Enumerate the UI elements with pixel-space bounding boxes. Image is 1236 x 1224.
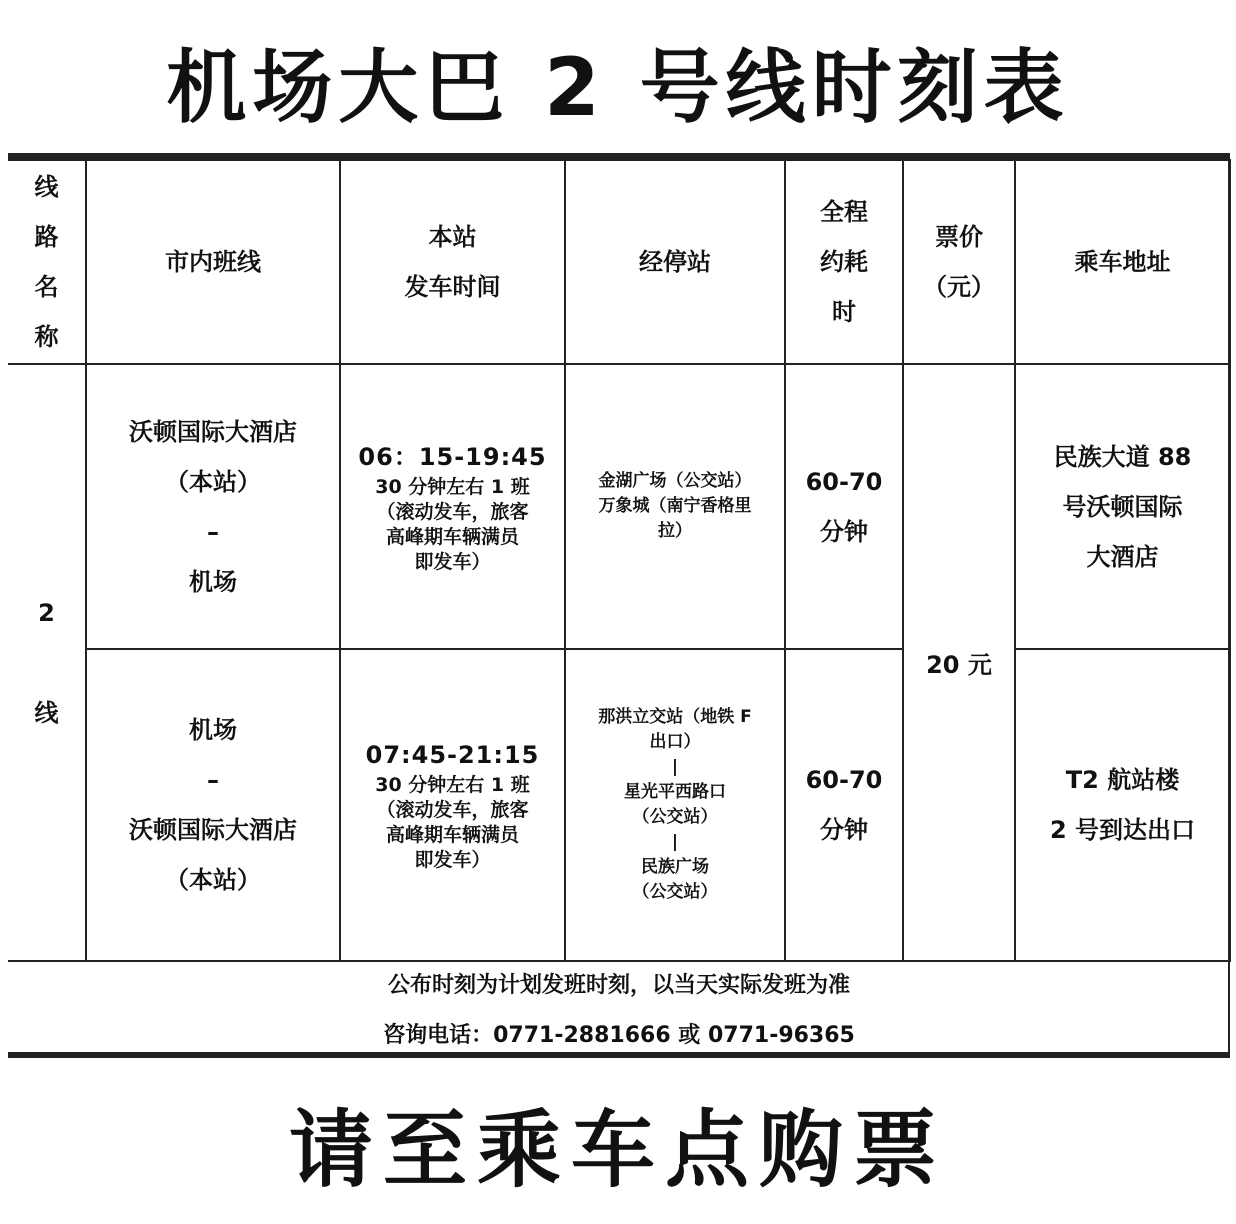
route-cell	[86, 364, 340, 649]
route-line: 机场	[189, 716, 237, 744]
header-duration	[785, 160, 903, 364]
time-note-line: （滚动发车，旅客	[376, 799, 529, 821]
header-price-line: （元）	[923, 273, 995, 301]
header-route-name-char: 线	[34, 173, 59, 201]
header-depart-line: 发车时间	[404, 273, 501, 301]
stop-line: （公交站）	[632, 882, 718, 902]
time-note-line: 30 分钟左右 1 班	[375, 475, 530, 498]
duration-line: 分钟	[820, 816, 868, 844]
price-cell: 20 元	[903, 364, 1015, 961]
route-line: 机场	[189, 567, 237, 596]
address-line: 民族大道 88	[1053, 442, 1192, 471]
duration-line: 分钟	[820, 517, 868, 546]
time-note-line: （滚动发车，旅客	[376, 500, 529, 523]
header-depart-time	[340, 160, 565, 364]
time-range: 06：15-19:45	[358, 442, 547, 471]
header-duration-line: 时	[832, 298, 856, 326]
time-note-line: 高峰期车辆满员	[385, 824, 519, 846]
header-depart-line: 本站	[428, 223, 477, 251]
stop-line: 那洪立交站（地铁 F	[598, 707, 752, 727]
address-line: 2 号到达出口	[1049, 816, 1196, 844]
stop-line: 星光平西路口	[624, 782, 726, 802]
stop-line: 拉）	[658, 521, 692, 541]
header-route-name	[8, 160, 86, 364]
table-row	[8, 649, 1230, 961]
contact-phone: 咨询电话：0771-2881666 或 0771-96365	[383, 1023, 855, 1048]
address-line: T2 航站楼	[1065, 766, 1180, 794]
header-route-name-char: 路	[34, 223, 59, 251]
stop-line: 民族广场	[641, 857, 709, 877]
stop-separator: |	[671, 832, 679, 852]
time-cell	[340, 364, 565, 649]
route-line: 沃顿国际大酒店	[129, 816, 297, 844]
duration-cell	[785, 649, 903, 961]
header-city-route: 市内班线	[86, 160, 340, 364]
address-cell	[1015, 364, 1230, 649]
route-cell	[86, 649, 340, 961]
time-note-line: 30 分钟左右 1 班	[375, 774, 530, 796]
line-label: 线	[34, 698, 59, 727]
address-line: 号沃顿国际	[1062, 492, 1183, 521]
header-boarding: 乘车地址	[1015, 160, 1230, 364]
time-note-line: 即发车）	[414, 550, 491, 573]
stop-line: 万象城（南宁香格里	[598, 496, 752, 516]
schedule-note: 公布时刻为计划发班时刻，以当天实际发班为准	[387, 973, 850, 998]
timetable	[8, 159, 1231, 962]
route-line: 沃顿国际大酒店	[129, 417, 297, 446]
route-line: –	[207, 766, 219, 794]
time-range: 07:45-21:15	[365, 741, 540, 769]
header-price-line: 票价	[935, 223, 983, 251]
duration-cell	[785, 364, 903, 649]
address-cell	[1015, 649, 1230, 961]
line-number: 2	[38, 598, 55, 627]
time-cell	[340, 649, 565, 961]
stops-cell	[565, 649, 785, 961]
table-header-row	[8, 160, 1230, 364]
route-line: （本站）	[165, 467, 261, 496]
route-line: –	[207, 517, 219, 546]
header-duration-line: 约耗	[820, 248, 868, 276]
ticket-notice: 请至乘车点购票	[288, 1101, 947, 1199]
duration-line: 60-70	[805, 766, 883, 794]
stop-line: 出口）	[649, 732, 701, 752]
header-duration-line: 全程	[820, 198, 868, 226]
header-route-name-char: 名	[34, 273, 59, 301]
time-note-line: 即发车）	[414, 849, 491, 871]
notes	[8, 958, 1230, 1058]
stop-line: 金湖广场（公交站）	[598, 471, 752, 491]
duration-line: 60-70	[805, 467, 883, 496]
table-row	[8, 364, 1230, 649]
page-title: 机场大巴 2 号线时刻表	[166, 41, 1070, 134]
time-note-line: 高峰期车辆满员	[385, 525, 519, 548]
line-cell	[8, 364, 86, 961]
stop-separator: |	[671, 757, 679, 777]
route-line: （本站）	[165, 866, 261, 894]
stops-cell	[565, 364, 785, 649]
header-price	[903, 160, 1015, 364]
stop-line: （公交站）	[632, 807, 718, 827]
header-stops: 经停站	[565, 160, 785, 364]
address-line: 大酒店	[1086, 542, 1159, 571]
header-route-name-char: 称	[34, 323, 59, 351]
